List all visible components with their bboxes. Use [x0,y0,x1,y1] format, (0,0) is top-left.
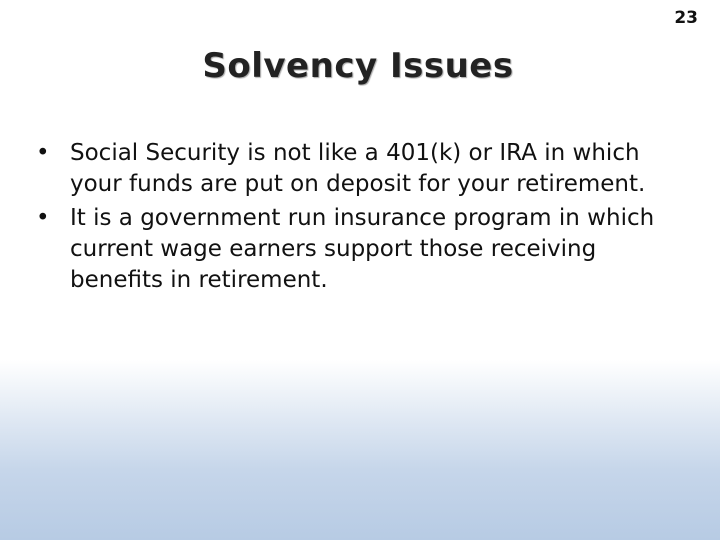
bullet-item [34,203,674,296]
page-number: 23 [674,8,698,28]
bullet-item [34,138,674,200]
bullet-text: It is a government run insurance program in which current wage earners support those receiving benefits in retirement. [70,205,655,293]
slide-title: Solvency Issues [202,46,514,86]
bullet-list [34,138,674,299]
bullet-icon: • [36,205,50,231]
bullet-icon: • [36,140,50,166]
bullet-text: Social Security is not like a 401(k) or IRA in which your funds are put on deposit for your retirement. [70,140,646,197]
